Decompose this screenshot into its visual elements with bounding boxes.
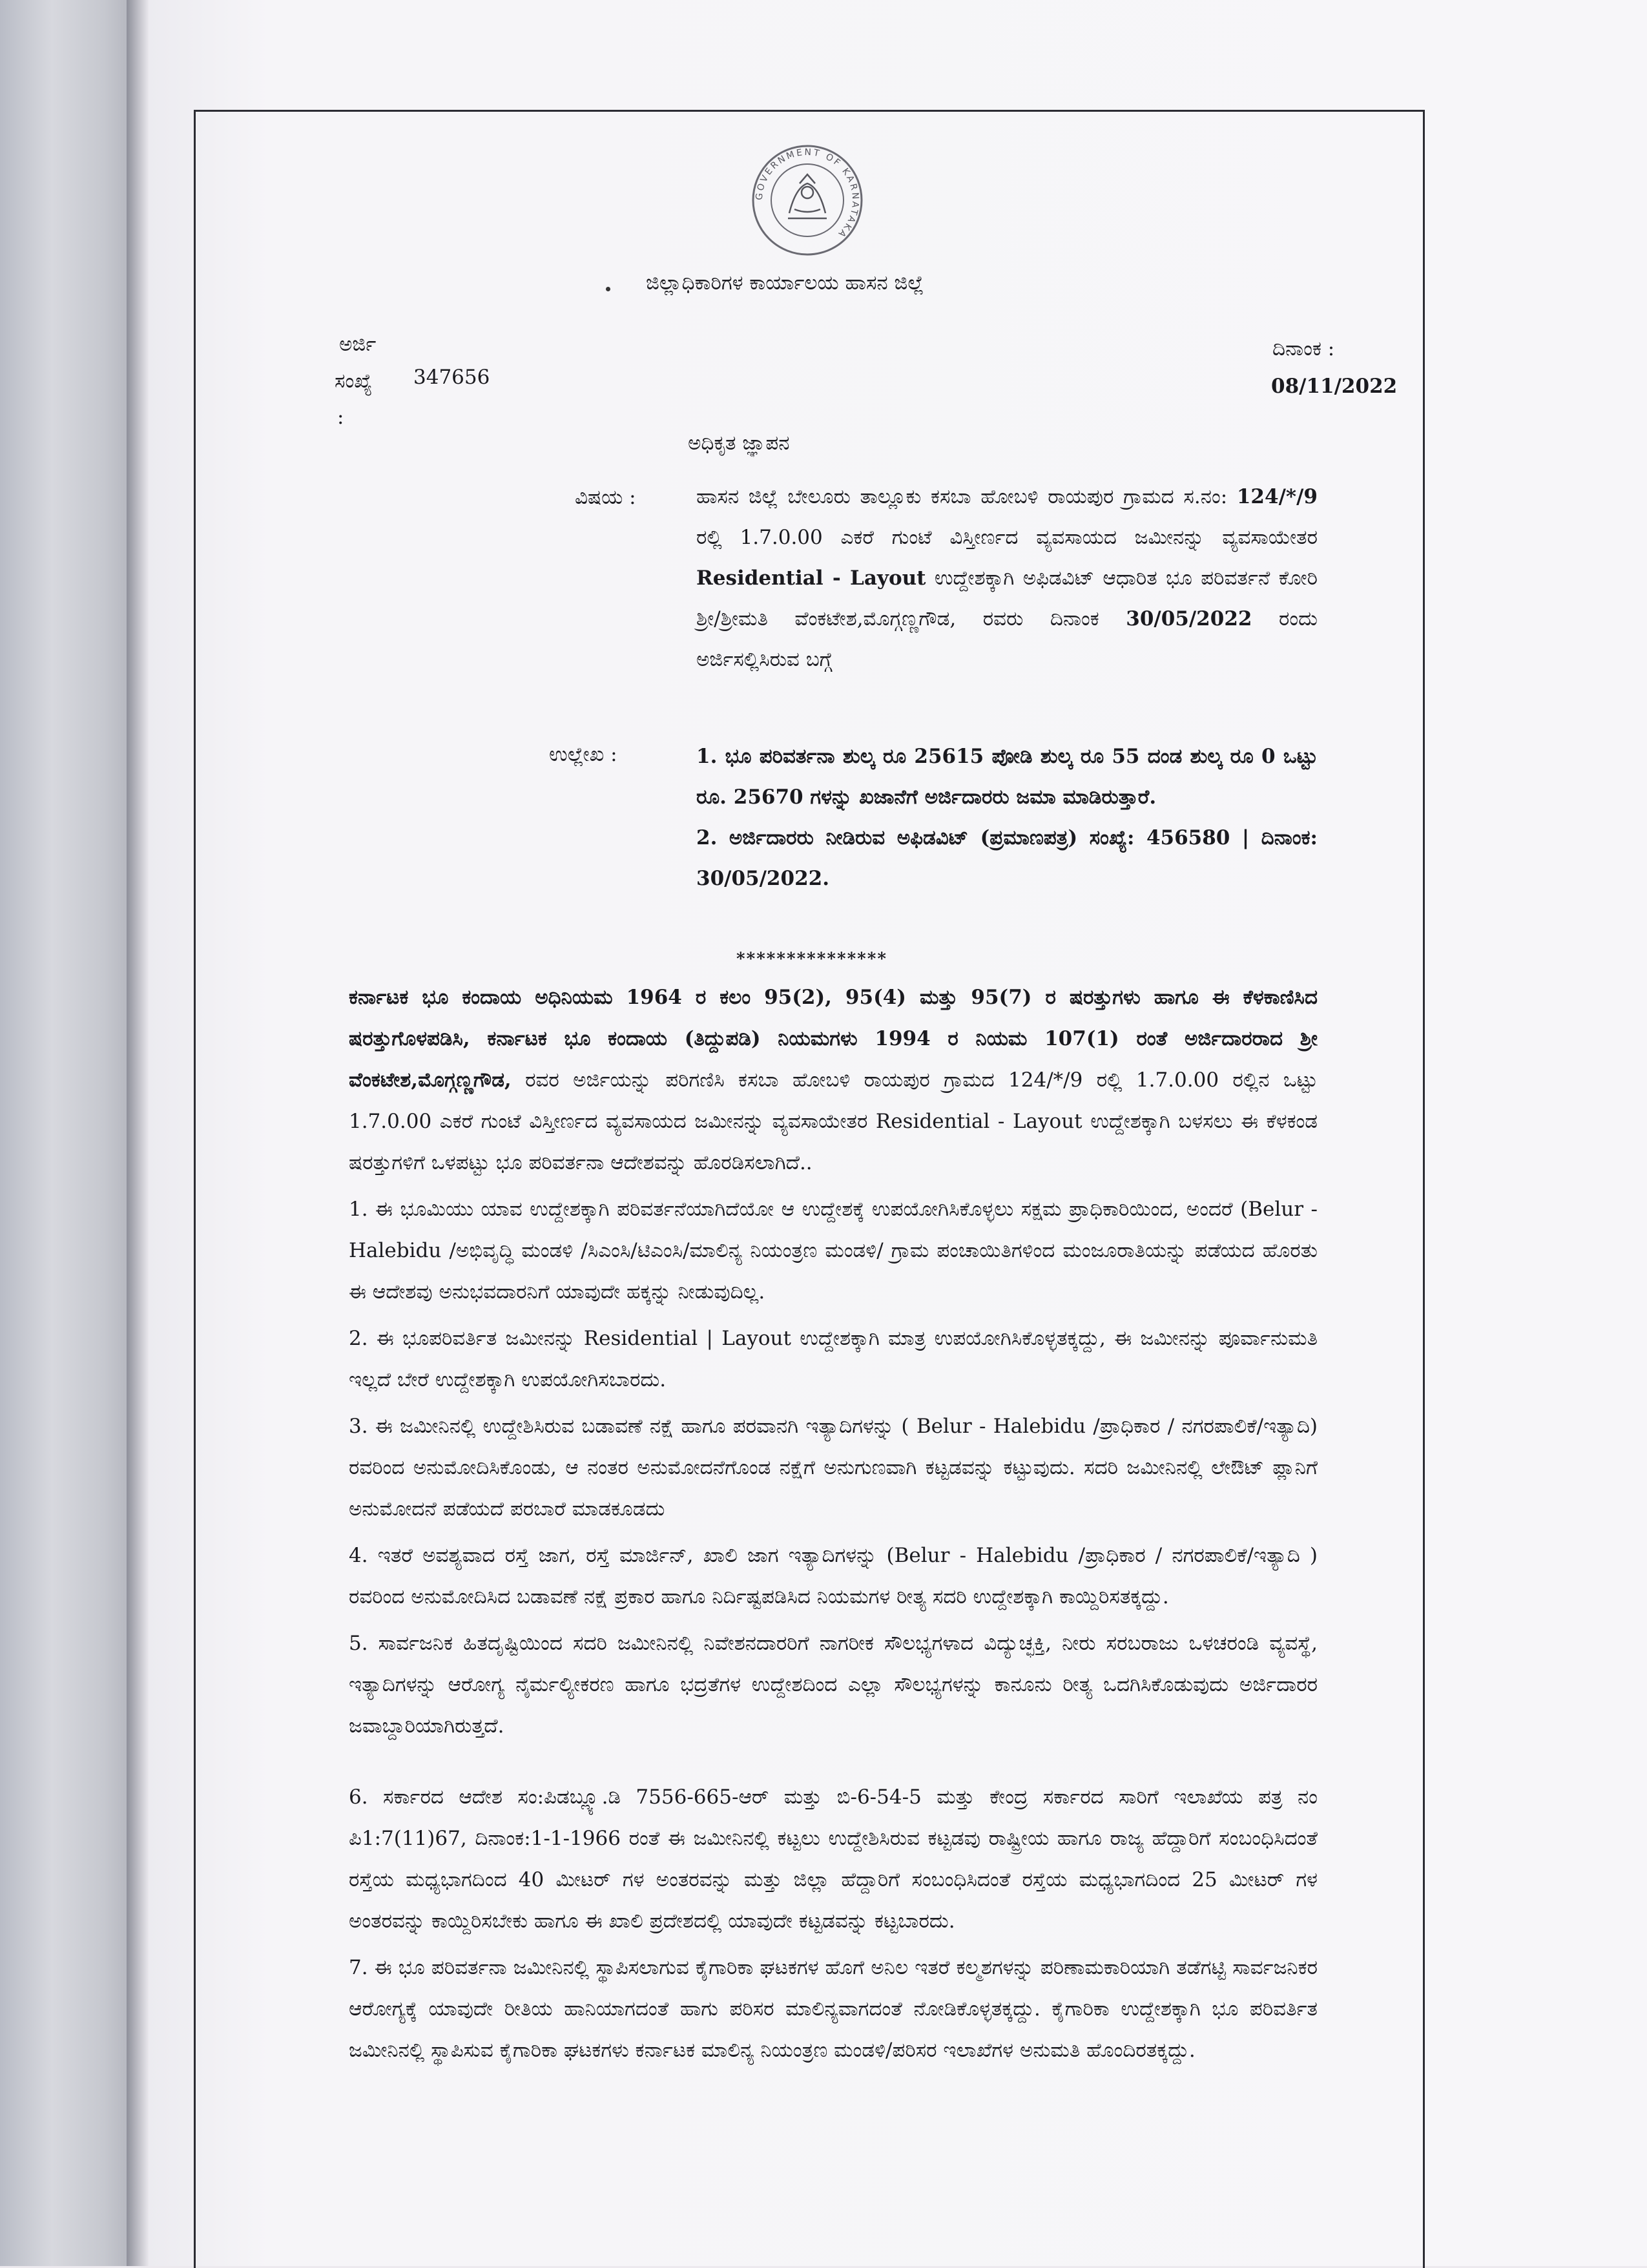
subject-date: 30/05/2022 (1126, 607, 1252, 630)
reference-item-2: 2. ಅರ್ಜಿದಾರರು ನೀಡಿರುವ ಅಫಿಡವಿಟ್ (ಪ್ರಮಾಣಪತ್ರ) ಸಂಖ್ಯೆ: 456580 | ದಿನಾಂಕ: 30/05/2022. (696, 826, 1318, 890)
number-label: ಸಂಖ್ಯೆ (335, 369, 373, 393)
subject-part-4: ರಂದು ಅರ್ಜಿಸಲ್ಲಿಸಿರುವ ಬಗ್ಗೆ (696, 607, 1318, 671)
office-title: ಜಿಲ್ಲಾಧಿಕಾರಿಗಳ ಕಾರ್ಯಾಲಯ ಹಾಸನ ಜಿಲ್ಲೆ (646, 271, 924, 295)
subject-label: ವಿಷಯ : (575, 486, 636, 509)
emblem-ring-text: GOVERNMENT OF KARNATAKA (754, 147, 861, 240)
page-binding-shadow (127, 0, 149, 2266)
number-colon: : (337, 406, 344, 429)
date-label: ದಿನಾಂಕ : (1272, 337, 1335, 360)
subject-purpose: Residential - Layout (696, 567, 926, 590)
condition-1: 1. ಈ ಭೂಮಿಯು ಯಾವ ಉದ್ದೇಶಕ್ಕಾಗಿ ಪರಿವರ್ತನೆಯಾಗಿದೆಯೋ ಆ ಉದ್ದೇಶಕ್ಕೆ ಉಪಯೋಗಿಸಿಕೊಳ್ಳಲು ಸಕ್ಷಮ ಪ್ರಾಧಿಕಾರಿಯಿಂದ, ಅಂದರೆ (Belur - Halebidu /ಅಭಿವೃದ್ಧಿ ಮಂಡಳಿ /ಸಿಎಂಸಿ/ಟಿಎಂಸಿ/ಮಾಲಿನ್ಯ ನಿಯಂತ್ರಣ ಮಂಡಳಿ/ ಗ್ರಾಮ ಪಂಚಾಯಿತಿಗಳಿಂದ ಮಂಜೂರಾತಿಯನ್ನು ಪಡೆಯದ ಹೊರತು ಈ ಆದೇಶವು ಅನುಭವದಾರನಿಗೆ ಯಾವುದೇ ಹಕ್ಕನ್ನು ನೀಡುವುದಿಲ್ಲ. (349, 1198, 1318, 1304)
date-value: 08/11/2022 (1271, 375, 1398, 398)
condition-7: 7. ಈ ಭೂ ಪರಿವರ್ತನಾ ಜಮೀನಿನಲ್ಲಿ ಸ್ಥಾಪಿಸಲಾಗುವ ಕೈಗಾರಿಕಾ ಘಟಕಗಳ ಹೊಗೆ ಅನಿಲ ಇತರೆ ಕಲ್ಮಶಗಳನ್ನು ಪರಿಣಾಮಕಾರಿಯಾಗಿ ತಡೆಗಟ್ಟಿ ಸಾರ್ವಜನಿಕರ ಆರೋಗ್ಯಕ್ಕೆ ಯಾವುದೇ ರೀತಿಯ ಹಾನಿಯಾಗದಂತೆ ಹಾಗು ಪರಿಸರ ಮಾಲಿನ್ಯವಾಗದಂತೆ ನೋಡಿಕೊಳ್ಳತಕ್ಕದ್ದು. ಕೈಗಾರಿಕಾ ಉದ್ದೇಶಕ್ಕಾಗಿ ಭೂ ಪರಿವರ್ತಿತ ಜಮೀನಿನಲ್ಲಿ ಸ್ಥಾಪಿಸುವ ಕೈಗಾರಿಕಾ ಘಟಕಗಳು ಕರ್ನಾಟಕ ಮಾಲಿನ್ಯ ನಿಯಂತ್ರಣ ಮಂಡಳಿ/ಪರಿಸರ ಇಲಾಖೆಗಳ ಅನುಮತಿ ಹೊಂದಿರತಕ್ಕದ್ದು. (349, 1956, 1318, 2062)
separator-stars: *************** (736, 950, 887, 969)
condition-2: 2. ಈ ಭೂಪರಿವರ್ತಿತ ಜಮೀನನ್ನು Residential | Layout ಉದ್ದೇಶಕ್ಕಾಗಿ ಮಾತ್ರ ಉಪಯೋಗಿಸಿಕೊಳ್ಳತಕ್ಕದ್ದು, ಈ ಜಮೀನನ್ನು ಪೂರ್ವಾನುಮತಿ ಇಲ್ಲದೆ ಬೇರೆ ಉದ್ದೇಶಕ್ಕಾಗಿ ಉಪಯೋಗಿಸಬಾರದು. (349, 1327, 1318, 1391)
intro-bold-text: ಕರ್ನಾಟಕ ಭೂ ಕಂದಾಯ ಅಧಿನಿಯಮ 1964 ರ ಕಲಂ 95(2), 95(4) ಮತ್ತು 95(7) ರ ಷರತ್ತುಗಳು ಹಾಗೂ ಈ ಕೆಳಕಾಣಿಸಿದ ಷರತ್ತುಗೊಳಪಡಿಸಿ, ಕರ್ನಾಟಕ ಭೂ ಕಂದಾಯ (ತಿದ್ದುಪಡಿ) ನಿಯಮಗಳು 1994 ರ ನಿಯಮ 107(1) ರಂತೆ ಅರ್ಜಿದಾರರಾದ ಶ್ರೀ ವೆಂಕಟೇಶ,ಮೊಗ್ಗಣ್ಣಗೌಡ, (349, 986, 1318, 1092)
condition-3: 3. ಈ ಜಮೀನಿನಲ್ಲಿ ಉದ್ದೇಶಿಸಿರುವ ಬಡಾವಣೆ ನಕ್ಷೆ ಹಾಗೂ ಪರವಾನಗಿ ಇತ್ಯಾದಿಗಳನ್ನು ( Belur - Halebidu /ಪ್ರಾಧಿಕಾರ / ನಗರಪಾಲಿಕೆ/ಇತ್ಯಾದಿ) ರವರಿಂದ ಅನುಮೋದಿಸಿಕೊಂಡು, ಆ ನಂತರ ಅನುಮೋದನೆಗೊಂಡ ನಕ್ಷೆಗೆ ಅನುಗುಣವಾಗಿ ಕಟ್ಟಡವನ್ನು ಕಟ್ಟುವುದು. ಸದರಿ ಜಮೀನಿನಲ್ಲಿ ಲೇಔಟ್ ಪ್ಲಾನಿಗೆ ಅನುಮೋದನೆ ಪಡೆಯದೆ ಪರಬಾರೆ ಮಾಡಕೂಡದು (349, 1415, 1318, 1521)
subject-text (696, 477, 1318, 680)
government-emblem-icon (749, 142, 865, 258)
reference-item-1: 1. ಭೂ ಪರಿವರ್ತನಾ ಶುಲ್ಕ ರೂ 25615 ಪೋಡಿ ಶುಲ್ಕ ರೂ 55 ದಂಡ ಶುಲ್ಕ ರೂ 0 ಒಟ್ಟು ರೂ. 25670 ಗಳನ್ನು ಖಜಾನೆಗೆ ಅರ್ಜಿದಾರರು ಜಮಾ ಮಾಡಿರುತ್ತಾರೆ. (696, 745, 1318, 809)
subject-survey-number: 124/*/9 (1236, 485, 1318, 508)
order-body (349, 977, 1318, 2076)
intro-paragraph (349, 977, 1318, 1183)
condition-4: 4. ಇತರೆ ಅವಶ್ಯವಾದ ರಸ್ತೆ ಜಾಗ, ರಸ್ತೆ ಮಾರ್ಜಿನ್, ಖಾಲಿ ಜಾಗ ಇತ್ಯಾದಿಗಳನ್ನು (Belur - Halebidu /ಪ್ರಾಧಿಕಾರ / ನಗರಪಾಲಿಕೆ/ಇತ್ಯಾದಿ ) ರವರಿಂದ ಅನುಮೋದಿಸಿದ ಬಡಾವಣೆ ನಕ್ಷೆ ಪ್ರಕಾರ ಹಾಗೂ ನಿರ್ದಿಷ್ಟಪಡಿಸಿದ ನಿಯಮಗಳ ರೀತ್ಯ ಸದರಿ ಉದ್ದೇಶಕ್ಕಾಗಿ ಕಾಯ್ದಿರಿಸತಕ್ಕದ್ದು. (349, 1544, 1318, 1608)
reference-label: ಉಲ್ಲೇಖ : (549, 743, 617, 766)
application-number: 347656 (413, 366, 490, 389)
application-label: ಅರ್ಜಿ (339, 333, 377, 356)
subject-part-2: ರಲ್ಲಿ 1.7.0.00 ಎಕರೆ ಗುಂಟೆ ವಿಸ್ತೀರ್ಣದ ವ್ಯವಸಾಯದ ಜಮೀನನ್ನು ವ್ಯವಸಾಯೇತರ (696, 526, 1318, 549)
decorative-dot (606, 287, 610, 291)
condition-5: 5. ಸಾರ್ವಜನಿಕ ಹಿತದೃಷ್ಟಿಯಿಂದ ಸದರಿ ಜಮೀನಿನಲ್ಲಿ ನಿವೇಶನದಾರರಿಗೆ ನಾಗರೀಕ ಸೌಲಭ್ಯಗಳಾದ ವಿದ್ಯುಚ್ಛಕ್ತಿ, ನೀರು ಸರಬರಾಜು ಒಳಚರಂಡಿ ವ್ಯವಸ್ಥೆ, ಇತ್ಯಾದಿಗಳನ್ನು ಆರೋಗ್ಯ ನೈರ್ಮಲ್ಯೀಕರಣ ಹಾಗೂ ಭದ್ರತೆಗಳ ಉದ್ದೇಶದಿಂದ ಎಲ್ಲಾ ಸೌಲಭ್ಯಗಳನ್ನು ಕಾನೂನು ರೀತ್ಯ ಒದಗಿಸಿಕೊಡುವುದು ಅರ್ಜಿದಾರರ ಜವಾಬ್ದಾರಿಯಾಗಿರುತ್ತದೆ. (349, 1632, 1318, 1738)
intro-rest-text: ರವರ ಅರ್ಜಿಯನ್ನು ಪರಿಗಣಿಸಿ ಕಸಬಾ ಹೋಬಳಿ ರಾಯಪುರ ಗ್ರಾಮದ 124/*/9 ರಲ್ಲಿ 1.7.0.00 ರಲ್ಲಿನ ಒಟ್ಟು 1.7.0.00 ಎಕರೆ ಗುಂಟೆ ವಿಸ್ತೀರ್ಣದ ವ್ಯವಸಾಯದ ಜಮೀನನ್ನು ವ್ಯವಸಾಯೇತರ Residential - Layout ಉದ್ದೇಶಕ್ಕಾಗಿ ಬಳಸಲು ಈ ಕೆಳಕಂಡ ಷರತ್ತುಗಳಿಗೆ ಒಳಪಟ್ಟು ಭೂ ಪರಿವರ್ತನಾ ಆದೇಶವನ್ನು ಹೊರಡಿಸಲಾಗಿದೆ.. (349, 1068, 1318, 1174)
subject-part-1: ಹಾಸನ ಜಿಲ್ಲೆ ಬೇಲೂರು ತಾಲ್ಲೂಕು ಕಸಬಾ ಹೋಬಳಿ ರಾಯಪುರ ಗ್ರಾಮದ ಸ.ನಂ: (696, 485, 1228, 508)
condition-6: 6. ಸರ್ಕಾರದ ಆದೇಶ ಸಂ:ಪಿಡಬ್ಲ್ಯೂ.ಡಿ 7556-665-ಆರ್ ಮತ್ತು ಬಿ-6-54-5 ಮತ್ತು ಕೇಂದ್ರ ಸರ್ಕಾರದ ಸಾರಿಗೆ ಇಲಾಖೆಯ ಪತ್ರ ನಂ ಪಿ1:7(11)67, ದಿನಾಂಕ:1-1-1966 ರಂತೆ ಈ ಜಮೀನಿನಲ್ಲಿ ಕಟ್ಟಲು ಉದ್ದೇಶಿಸಿರುವ ಕಟ್ಟಡವು ರಾಷ್ಟ್ರೀಯ ಹಾಗೂ ರಾಜ್ಯ ಹೆದ್ದಾರಿಗೆ ಸಂಬಂಧಿಸಿದಂತೆ ರಸ್ತೆಯ ಮಧ್ಯಭಾಗದಿಂದ 40 ಮೀಟರ್ ಗಳ ಅಂತರವನ್ನು ಮತ್ತು ಜಿಲ್ಲಾ ಹೆದ್ದಾರಿಗೆ ಸಂಬಂಧಿಸಿದಂತೆ ರಸ್ತೆಯ ಮಧ್ಯಭಾಗದಿಂದ 25 ಮೀಟರ್ ಗಳ ಅಂತರವನ್ನು ಕಾಯ್ದಿರಿಸಬೇಕು ಹಾಗೂ ಈ ಖಾಲಿ ಪ್ರದೇಶದಲ್ಲಿ ಯಾವುದೇ ಕಟ್ಟಡವನ್ನು ಕಟ್ಟಬಾರದು. (349, 1785, 1318, 1933)
subject-part-3: ಉದ್ದೇಶಕ್ಕಾಗಿ ಅಫಿಡವಿಟ್ ಆಧಾರಿತ ಭೂ ಪರಿವರ್ತನೆ ಕೋರಿ ಶ್ರೀ/ಶ್ರೀಮತಿ ವೆಂಕಟೇಶ,ಮೊಗ್ಗಣ್ಣಗೌಡ, ರವರು ದಿನಾಂಕ (696, 567, 1318, 630)
reference-text (696, 736, 1318, 899)
memo-title: ಅಧಿಕೃತ ಜ್ಞಾಪನ (688, 432, 790, 455)
